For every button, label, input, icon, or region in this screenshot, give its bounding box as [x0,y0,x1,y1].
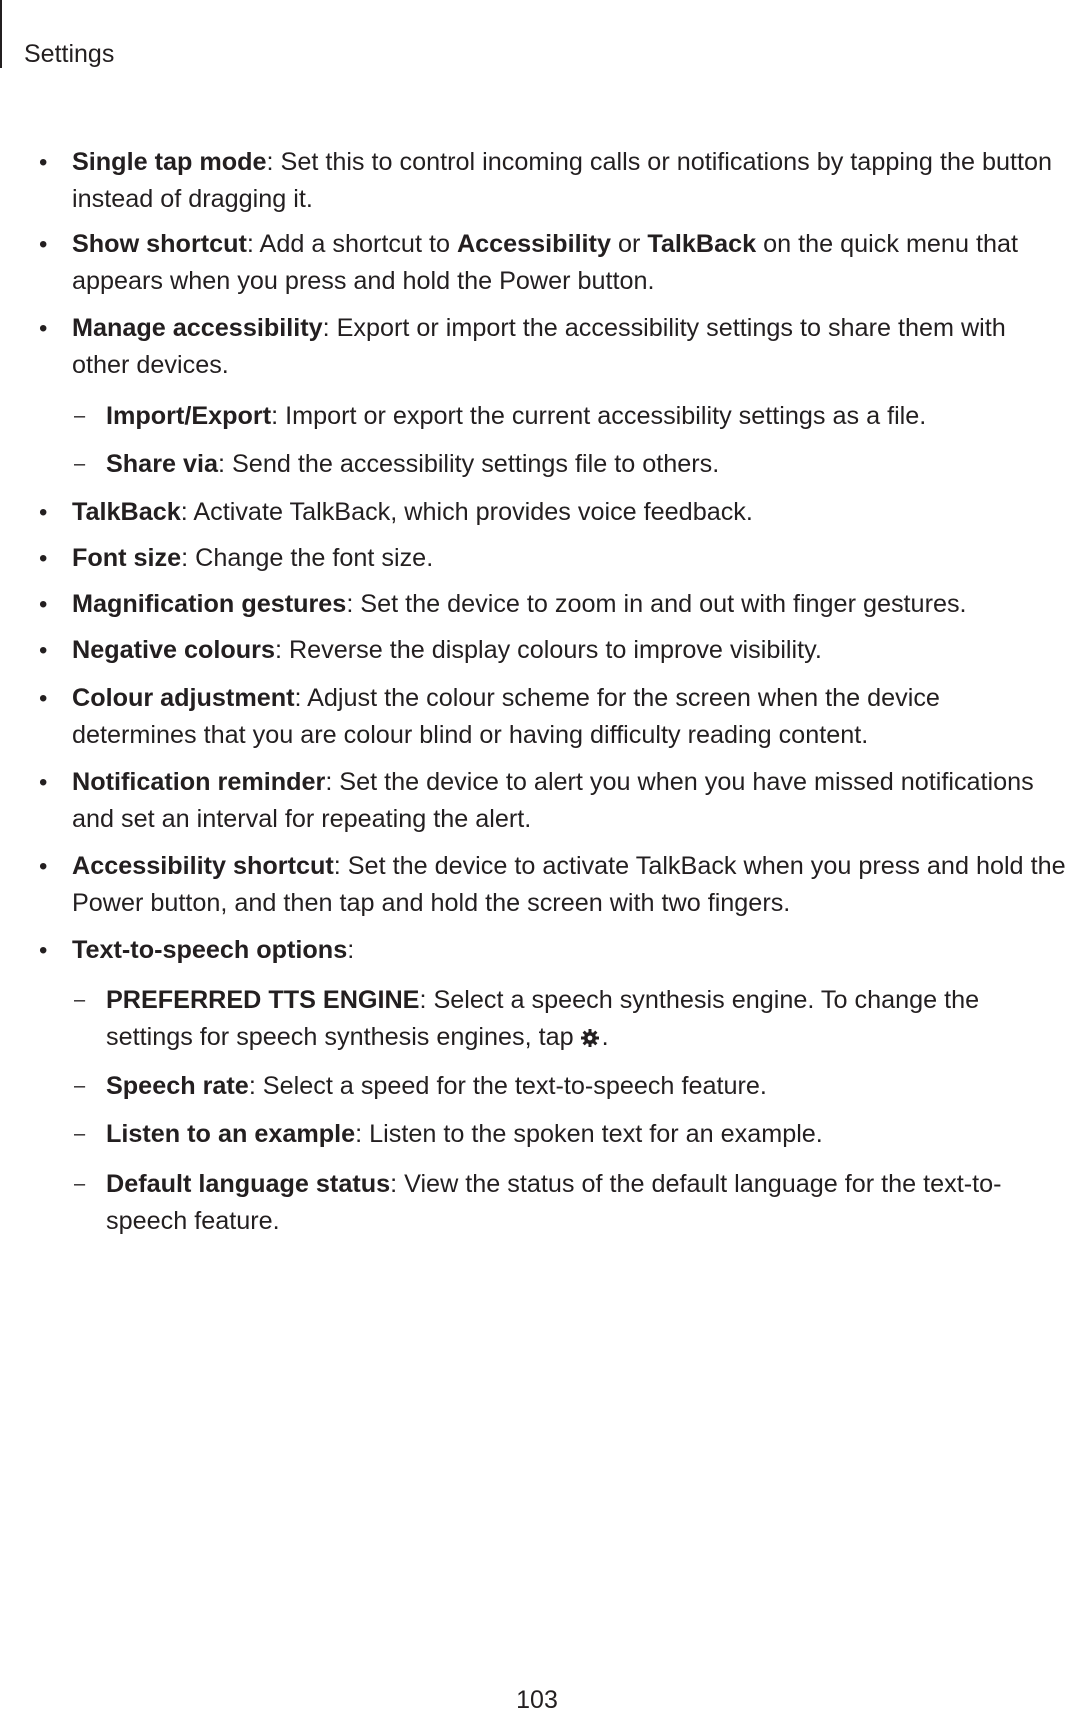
bullet: • [39,149,48,176]
list-item-colour-adjustment [39,680,1070,754]
dash: – [74,453,86,475]
item-text: : Listen to the spoken text for an example. [355,1120,823,1148]
list-item-accessibility-shortcut [39,848,1070,922]
item-term: Notification reminder [72,768,326,796]
item-text: : Export or import the accessibility settings to share them with other devices. [72,314,1006,379]
list-item-magnification-gestures [39,586,1070,623]
item-text: : Send the accessibility settings file to others. [218,450,720,478]
list-item-font-size [39,540,1070,577]
item-term: Speech rate [106,1072,249,1100]
running-head: Settings [24,40,115,68]
item-term: Colour adjustment [72,684,295,712]
item-text: : Set the device to activate TalkBack when you press and hold the Power button, and then tap and hold the screen with two fingers. [72,852,1066,917]
list-item-show-shortcut [39,226,1070,300]
item-text: : Adjust the colour scheme for the screen when the device determines that you are colour blind or having difficulty reading content. [72,684,940,749]
item-term: Listen to an example [106,1120,356,1148]
sub-item-share-via [74,446,1070,483]
bullet: • [39,591,48,618]
bullet: • [39,853,48,880]
sub-item-speech-rate [74,1068,1070,1105]
item-term-talkback: TalkBack [647,230,757,258]
item-text: : Select a speed for the text-to-speech feature. [248,1072,767,1100]
bullet: • [39,769,48,796]
gear-icon [580,1022,600,1059]
bullet: • [39,545,48,572]
item-term: Accessibility shortcut [72,852,334,880]
item-term: TalkBack [72,498,181,526]
list-item-negative-colours [39,632,1070,669]
item-term: Show shortcut [72,230,247,258]
list-item-text-to-speech-options [39,932,1070,969]
item-text-end: . [601,1023,609,1051]
item-term: Import/Export [106,402,272,430]
item-term: Default language status [106,1170,391,1198]
sub-item-preferred-tts-engine [74,982,1070,1059]
item-text: or [610,230,648,258]
item-term: Share via [106,450,219,478]
item-text: : Reverse the display colours to improve visibility. [274,636,822,664]
item-term: Font size [72,544,182,572]
item-text: : Select a speech synthesis engine. To change the settings for speech synthesis engines, tap [106,986,980,1051]
item-text: : View the status of the default language for the text-to-speech feature. [106,1170,1002,1235]
list-item-single-tap-mode [39,144,1070,218]
bullet: • [39,937,48,964]
bullet: • [39,637,48,664]
page-number: 103 [516,1686,558,1714]
item-text: : Activate TalkBack, which provides voice feedback. [180,498,753,526]
dash: – [74,1075,86,1097]
list-item-notification-reminder [39,764,1070,838]
item-term: Manage accessibility [72,314,323,342]
corner-rule [0,0,2,68]
item-term: Single tap mode [72,148,267,176]
dash: – [74,1173,86,1195]
item-text: : Import or export the current accessibility settings as a file. [271,402,927,430]
sub-item-default-language-status [74,1166,1070,1240]
item-text: : Set the device to alert you when you have missed notifications and set an interval for repeating the alert. [72,768,1034,833]
bullet: • [39,499,48,526]
item-term: PREFERRED TTS ENGINE [106,986,420,1014]
item-text: : Set the device to zoom in and out with finger gestures. [346,590,967,618]
bullet: • [39,231,48,258]
sub-item-import-export [74,398,1070,435]
item-text: : Change the font size. [181,544,434,572]
item-text: : [347,936,355,964]
item-term: Text-to-speech options [72,936,348,964]
sub-item-listen-to-an-example [74,1116,1070,1153]
item-term: Magnification gestures [72,590,347,618]
dash: – [74,1123,86,1145]
dash: – [74,405,86,427]
item-text: on the quick menu that appears when you press and hold the Power button. [72,230,1018,295]
bullet: • [39,685,48,712]
dash: – [74,989,86,1011]
item-term-accessibility: Accessibility [456,230,611,258]
list-item-talkback [39,494,1070,531]
item-text: : Add a shortcut to [246,230,457,258]
item-term: Negative colours [72,636,275,664]
bullet: • [39,315,48,342]
list-item-manage-accessibility [39,310,1070,384]
item-text: : Set this to control incoming calls or notifications by tapping the button instead of dragging it. [72,148,1052,213]
